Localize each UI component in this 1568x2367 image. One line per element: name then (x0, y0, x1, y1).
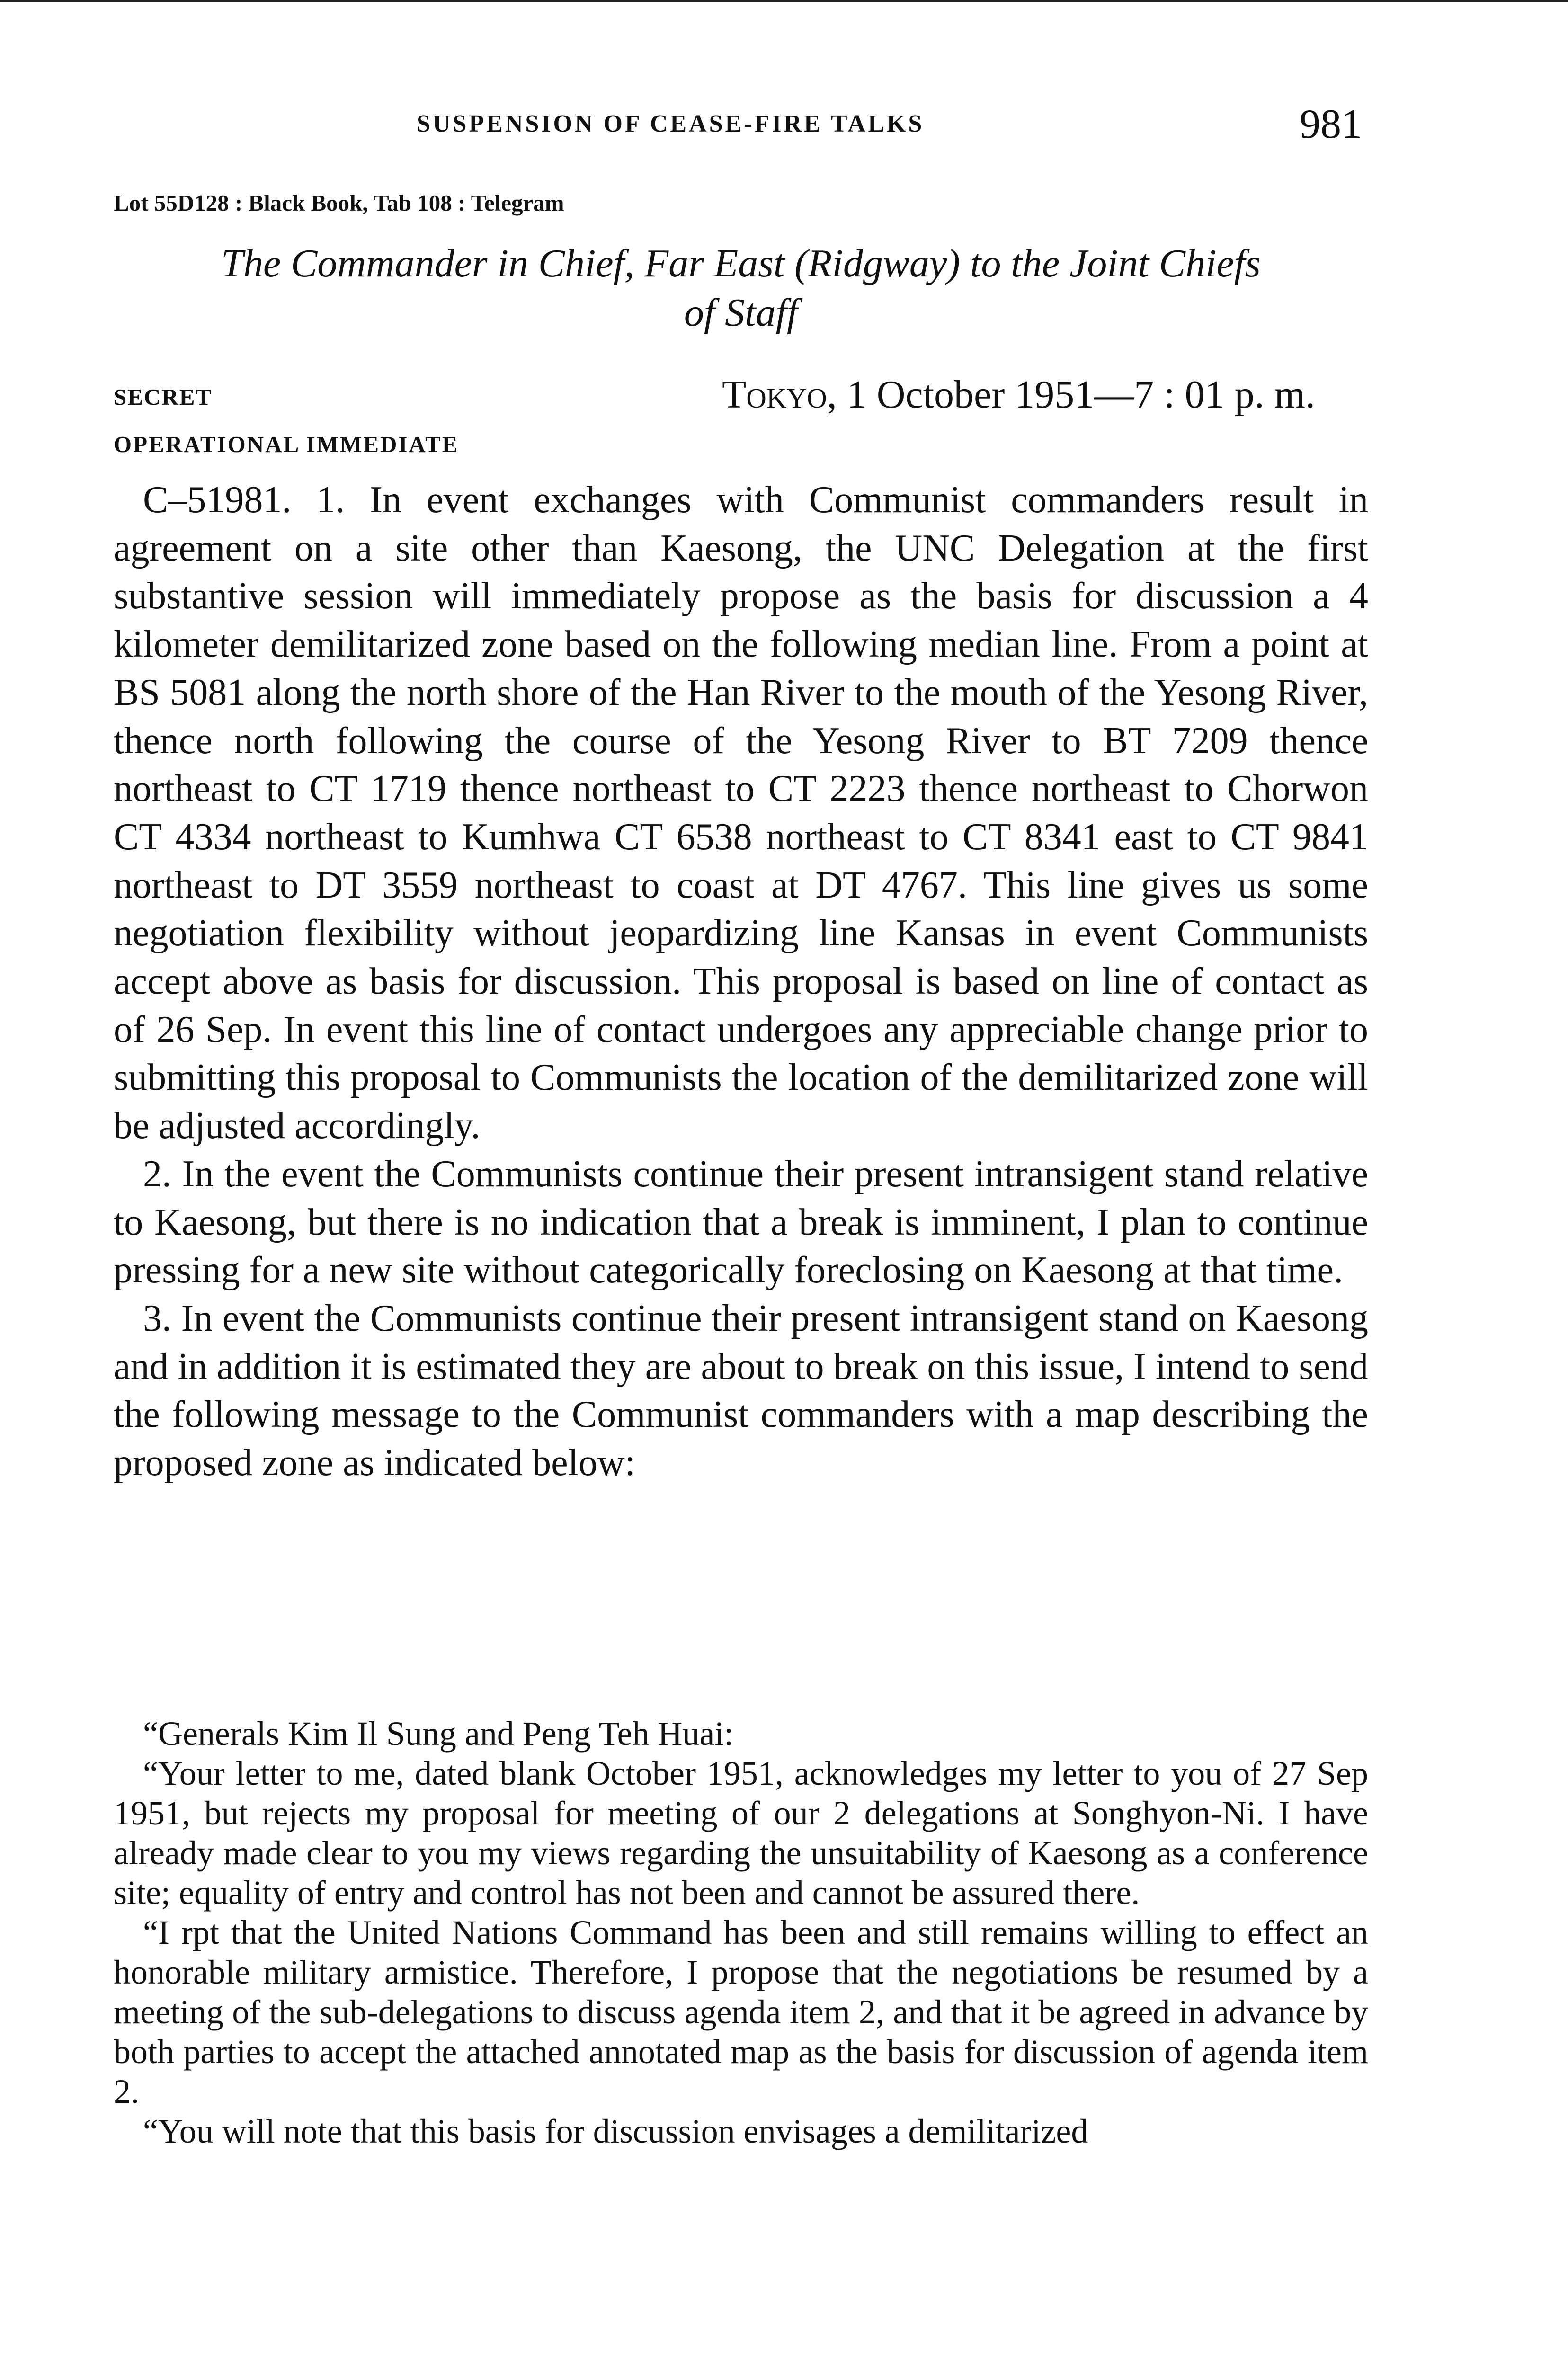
paragraph-3: 3. In event the Communists continue their present intransigent stand on Kaesong and in addition it is estimated they are about to break on this issue, I intend to send the following message to the Communist commanders with a map describing the proposed zone as indicated below: (114, 1297, 1368, 1484)
page-number: 981 (1300, 101, 1362, 147)
title-line-1: The Commander in Chief, Far East (Ridgway) to the Joint Chiefs (221, 241, 1261, 285)
title-line-2: of Staff (684, 291, 798, 335)
dateline-date-time: , 1 October 1951—7 : 01 p. m. (827, 373, 1315, 417)
telegram-body (114, 476, 1368, 1487)
top-edge-rule (0, 0, 1568, 2)
quoted-message (114, 1714, 1368, 2151)
paragraph-1: C–51981. 1. In event exchanges with Communist commanders result in agreement on a site other than Kaesong, the UNC Delegation at the first substantive session will immediately propose as the basis for discussion a 4 kilometer demilitarized zone based on the following median line. From a point at BS 5081 along the north shore of the Han River to the mouth of the Yesong River, thence north following the course of the Yesong River to BT 7209 thence northeast to CT 1719 thence northeast to CT 2223 thence northeast to Chorwon CT 4334 northeast to Kumhwa CT 6538 northeast to CT 8341 east to CT 9841 northeast to DT 3559 northeast to coast at DT 4767. This line gives us some negotiation flexibility without jeopardizing line Kansas in event Communists accept above as basis for discussion. This proposal is based on line of contact as of 26 Sep. In event this line of contact undergoes any appreciable change prior to submitting this proposal to Communists the location of the demilitarized zone will be adjusted accordingly. (114, 479, 1368, 1147)
document-title (114, 239, 1368, 338)
paragraph-2: 2. In the event the Communists continue their present intransigent stand relative to Kaesong, but there is no indication that a break is imminent, I plan to continue pressing for a new site without categorically foreclosing on Kaesong at that time. (114, 1153, 1368, 1291)
dateline (722, 372, 1315, 418)
dateline-place: Tokyo (722, 373, 827, 417)
classification-label: SECRET (114, 384, 213, 410)
precedence-label: OPERATIONAL IMMEDIATE (114, 431, 459, 457)
source-line: Lot 55D128 : Black Book, Tab 108 : Telegram (114, 190, 564, 216)
running-head: SUSPENSION OF CEASE-FIRE TALKS (417, 110, 925, 137)
quote-paragraph-2: “I rpt that the United Nations Command has been and still remains willing to effect an honorable military armistice. Therefore, I propose that the negotiations be resumed by a meeting of the sub-delegations to discuss agenda item 2, and that it be agreed in advance by both parties to accept the attached annotated map as the basis for discussion of agenda item 2. (114, 1913, 1368, 2110)
quote-salutation: “Generals Kim Il Sung and Peng Teh Huai: (143, 1715, 734, 1753)
quote-paragraph-1: “Your letter to me, dated blank October 1951, acknowledges my letter to you of 27 Sep 1951, but rejects my proposal for meeting of our 2 delegations at Songhyon-Ni. I have already made clear to you my views regarding the unsuitability of Kaesong as a conference site; equality of entry and control has not been and cannot be assured there. (114, 1754, 1368, 1912)
quote-paragraph-3: “You will note that this basis for discussion envisages a demilitarized (143, 2112, 1088, 2150)
